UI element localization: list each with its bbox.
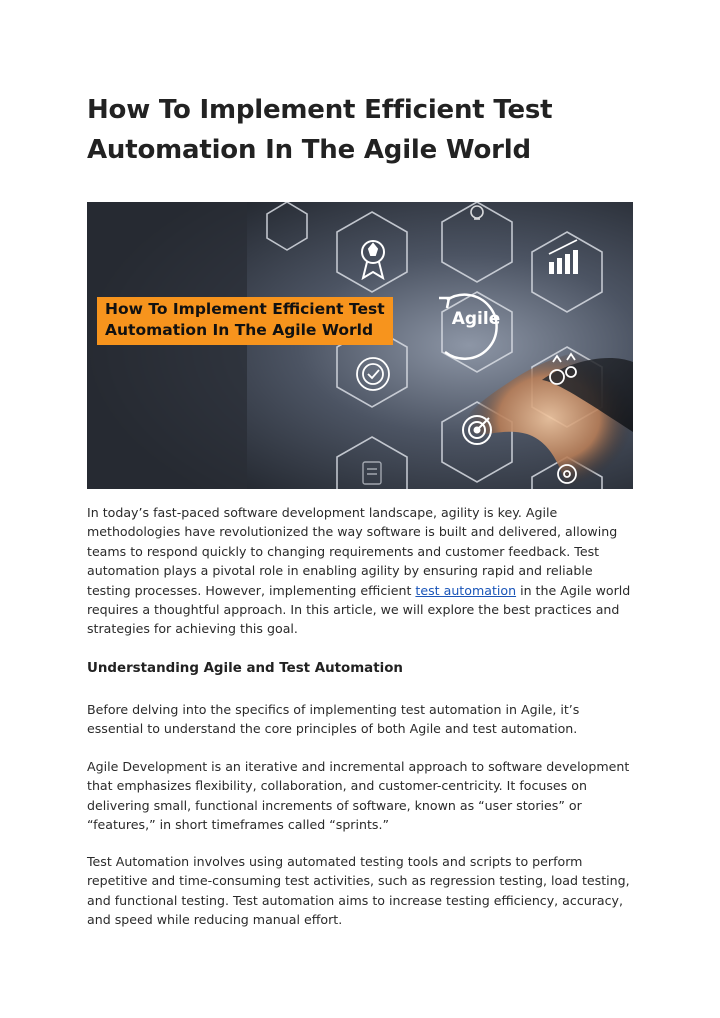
hero-image (87, 202, 633, 489)
test-automation-link[interactable]: test automation (415, 582, 517, 598)
paragraph-agile-development: Agile Development is an iterative and incremental approach to software development that emphasizes flexibility, collaboration, and customer-centricity. It focuses on delivering small, functional increments of software, known as “user stories” or “features,” in short timeframes called “sprints.” (87, 759, 630, 833)
intro-paragraph (87, 503, 637, 639)
hero-caption-line-2: Automation In The Agile World (105, 321, 374, 339)
agile-badge-label: Agile (451, 309, 501, 329)
intro-text-before-link: In today’s fast-paced software development landscape, agility is key. Agile methodologies have revolutionized the way software is built and delivered, allowing teams to respond quickly to changing requirements and customer feedback. Test automation plays a pivotal role in enabling agility by ensuring rapid and reliable testing processes. However, implementing efficient (87, 505, 618, 598)
section-heading: Understanding Agile and Test Automation (87, 661, 403, 676)
paragraph-intro-principles: Before delving into the specifics of implementing test automation in Agile, it’s essential to understand the core principles of both Agile and test automation. (87, 702, 580, 737)
hero-caption (97, 297, 393, 345)
intro-text-after-link: in the Agile world requires a thoughtful approach. In this article, we will explore the best practices and strategies for achieving this goal. (87, 582, 631, 637)
article-title: How To Implement Efficient Test Automation In The Agile World (87, 95, 553, 165)
hero-illustration (87, 202, 633, 489)
paragraph-test-automation: Test Automation involves using automated testing tools and scripts to perform repetitive and time-consuming test activities, such as regression testing, load testing, and functional testing. Test automation aims to increase testing efficiency, accuracy, and speed while reducing manual effort. (87, 854, 630, 928)
hero-caption-line-1: How To Implement Efficient Test (105, 300, 385, 318)
